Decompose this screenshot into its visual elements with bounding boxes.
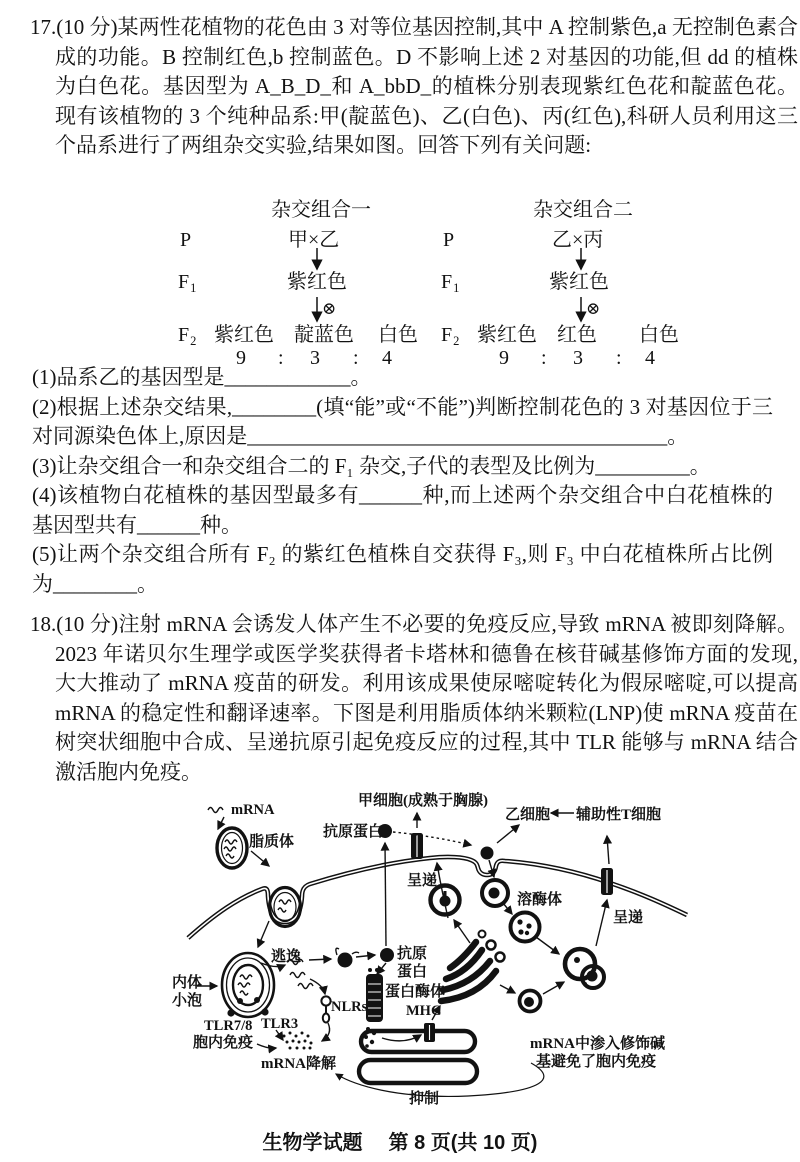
- transport-vesicle-icon: [520, 991, 541, 1012]
- cross1-ratio-1: 9: [236, 347, 246, 369]
- cross1-f1-label: $F_1$: [178, 271, 197, 295]
- cross2-ratio-1: 9: [499, 347, 509, 369]
- cross1-colon-2: :: [353, 347, 359, 369]
- cross1-phen1: 紫红色: [214, 324, 274, 346]
- nlrs-label: NLRs: [331, 999, 368, 1015]
- question-18-stem: (10 分)注射 mRNA 会诱发人体产生不必要的免疫反应,导致 mRNA 被即刻降解。2023 年诺贝尔生理学或医学奖获得者卡塔林和德鲁在核苷碱基修饰方面的发现,大大推动了 mRNA 疫苗的研发。利用该成果使尿嘧啶转化为假尿嘧啶,可以提高 mRNA 的稳定性和翻译速率。下图是利用脂质体纳米颗粒(LNP)使 mRNA 疫苗在树突状细胞中合成、呈递抗原引起免疫反应的过程,其中 TLR 能够与 mRNA 结合激活胞内免疫。: [55, 612, 798, 784]
- cross2-self-symbol: ⊗: [586, 299, 601, 318]
- cross1-colon-1: :: [278, 347, 284, 369]
- escape-label: 逃逸: [271, 949, 302, 965]
- mrna-label: mRNA: [231, 802, 275, 818]
- cross1-phen3: 白色: [378, 324, 418, 346]
- cross2-title: 杂交组合二: [533, 199, 633, 221]
- question-18-number: 18.: [30, 612, 57, 636]
- sub-question-4: (4)该植物白花植株的基因型最多有______种,而上述两个杂交组合中白花植株的基因型共有______种。: [32, 483, 773, 537]
- cross1-self-symbol: ⊗: [322, 299, 337, 318]
- question-17-number: 17.: [30, 15, 57, 39]
- tlr78-label: TLR7/8: [204, 1018, 253, 1034]
- cross2-phen1: 紫红色: [477, 324, 537, 346]
- mrna-degradation-dots-icon: [283, 1032, 313, 1050]
- antigen-top-label: 抗原蛋白: [323, 824, 384, 840]
- endosome-label-line2: 小泡: [172, 993, 203, 1009]
- endocytic-vesicle-icon: [482, 880, 508, 906]
- cross2-phen2: 红色: [557, 324, 597, 346]
- cell-a-label: 甲细胞(成熟于胸腺): [358, 793, 488, 809]
- cross-diagram: [150, 198, 710, 370]
- sub-question-5: (5)让两个杂交组合所有 F₂ 的紫红色植株自交获得 F₃,则 F₃ 中白花植株所占比例为________。: [32, 542, 773, 596]
- antigen-protein-lower-icon: [380, 948, 394, 962]
- liposome-icon: [217, 828, 247, 868]
- golgi-icon: [441, 931, 505, 1002]
- sub-question-1: (1)品系乙的基因型是____________。: [32, 365, 372, 389]
- question-17-stem: (10 分)某两性花植物的花色由 3 对等位基因控制,其中 A 控制紫色,a 无控制色素合成的功能。B 控制红色,b 控制蓝色。D 不影响上述 2 对基因的功能,但 dd 的植株为白色花。基因型为 A_B_D_和 A_bbD_的植株分别表现紫红色花和靛蓝色花。现有该植物的 3 个纯种品系:甲(靛蓝色)、乙(白色)、丙(红色),科研人员利用这三个品系进行了两组杂交实验,结果如图。回答下列有关问题:: [55, 15, 798, 157]
- endosome-icon: [222, 953, 274, 1017]
- sub-question-3: (3)让杂交组合一和杂交组合二的 F₁ 杂交,子代的表型及比例为_________。: [32, 453, 711, 478]
- cross1-ratio-3: 4: [382, 347, 392, 369]
- modified-base-label-line2: 基避免了胞内免疫: [536, 1054, 657, 1070]
- cross2-ratio-3: 4: [645, 347, 655, 369]
- presenting-vesicle-icon: [431, 886, 460, 915]
- nlrs-icon: [321, 996, 330, 1022]
- page-footer: [0, 1126, 800, 1155]
- question-17-subquestions: [32, 363, 773, 599]
- cross1-p-label: P: [180, 229, 192, 251]
- er-icon: [359, 1031, 477, 1083]
- footer-page-number: 第 8 页(共 10 页): [388, 1132, 538, 1154]
- cross2-phen3: 白色: [639, 324, 679, 346]
- antigen-lower-label-line1: 抗原: [397, 946, 428, 962]
- endosome-label-line1: 内体: [172, 975, 203, 991]
- cross1-ratio-2: 3: [310, 347, 320, 369]
- inhibit-label: 抑制: [409, 1091, 440, 1107]
- modified-base-label-line1: mRNA中渗入修饰碱: [530, 1036, 665, 1052]
- footer-exam-title: 生物学试题: [262, 1132, 363, 1154]
- cross2-f1-label: $F_1$: [441, 271, 460, 295]
- cross2-f2-label: $F_2$: [441, 324, 460, 348]
- question-18: [30, 610, 798, 787]
- ribosome-icon: [336, 948, 359, 967]
- cross2-f1-value: 紫红色: [549, 271, 609, 293]
- liposome-label: 脂质体: [249, 834, 295, 850]
- proteasome-icon: [366, 968, 383, 1022]
- cross2-p-label: P: [443, 229, 455, 251]
- mrna-vaccine-diagram: [130, 786, 730, 1116]
- cross2-colon-1: :: [541, 347, 547, 369]
- tlr3-label: TLR3: [261, 1016, 299, 1032]
- cross2-parents: 乙×丙: [552, 229, 604, 251]
- fused-vesicle-icon: [565, 949, 604, 988]
- cross1-title: 杂交组合一: [271, 199, 371, 221]
- intracellular-immunity-label: 胞内免疫: [193, 1035, 254, 1051]
- mhc-label: MHC: [406, 1003, 442, 1019]
- cross1-f2-label: $F_2$: [178, 324, 197, 348]
- cross1-phen2: 靛蓝色: [294, 324, 354, 346]
- antigen-lower-label-line2: 蛋白: [397, 964, 428, 980]
- lysosome-icon: [511, 913, 540, 942]
- cross2-ratio-2: 3: [573, 347, 583, 369]
- mhc-icon: [424, 1023, 435, 1042]
- helper-t-label: 辅助性T细胞: [576, 807, 662, 823]
- membrane-protein-a-icon: [411, 833, 423, 859]
- present-right-label: 呈递: [613, 910, 644, 926]
- sub-question-2: (2)根据上述杂交结果,________(填“能”或“不能”)判断控制花色的 3 对基因位于三对同源染色体上,原因是________________________________________。: [32, 394, 773, 448]
- cross2-colon-2: :: [616, 347, 622, 369]
- question-17: [30, 13, 798, 161]
- mrna-degradation-label: mRNA降解: [261, 1056, 336, 1072]
- cross1-parents: 甲×乙: [288, 229, 340, 251]
- cross1-f1-value: 紫红色: [287, 271, 347, 293]
- mrna-icon: [208, 808, 223, 813]
- present-center-label: 呈递: [407, 873, 438, 889]
- lysosome-label: 溶酶体: [517, 892, 563, 908]
- cell-b-label: 乙细胞: [505, 807, 551, 823]
- proteasome-label: 蛋白酶体: [385, 984, 446, 1000]
- membrane-protein-right-icon: [601, 868, 613, 895]
- pit-antigen-icon: [481, 847, 494, 860]
